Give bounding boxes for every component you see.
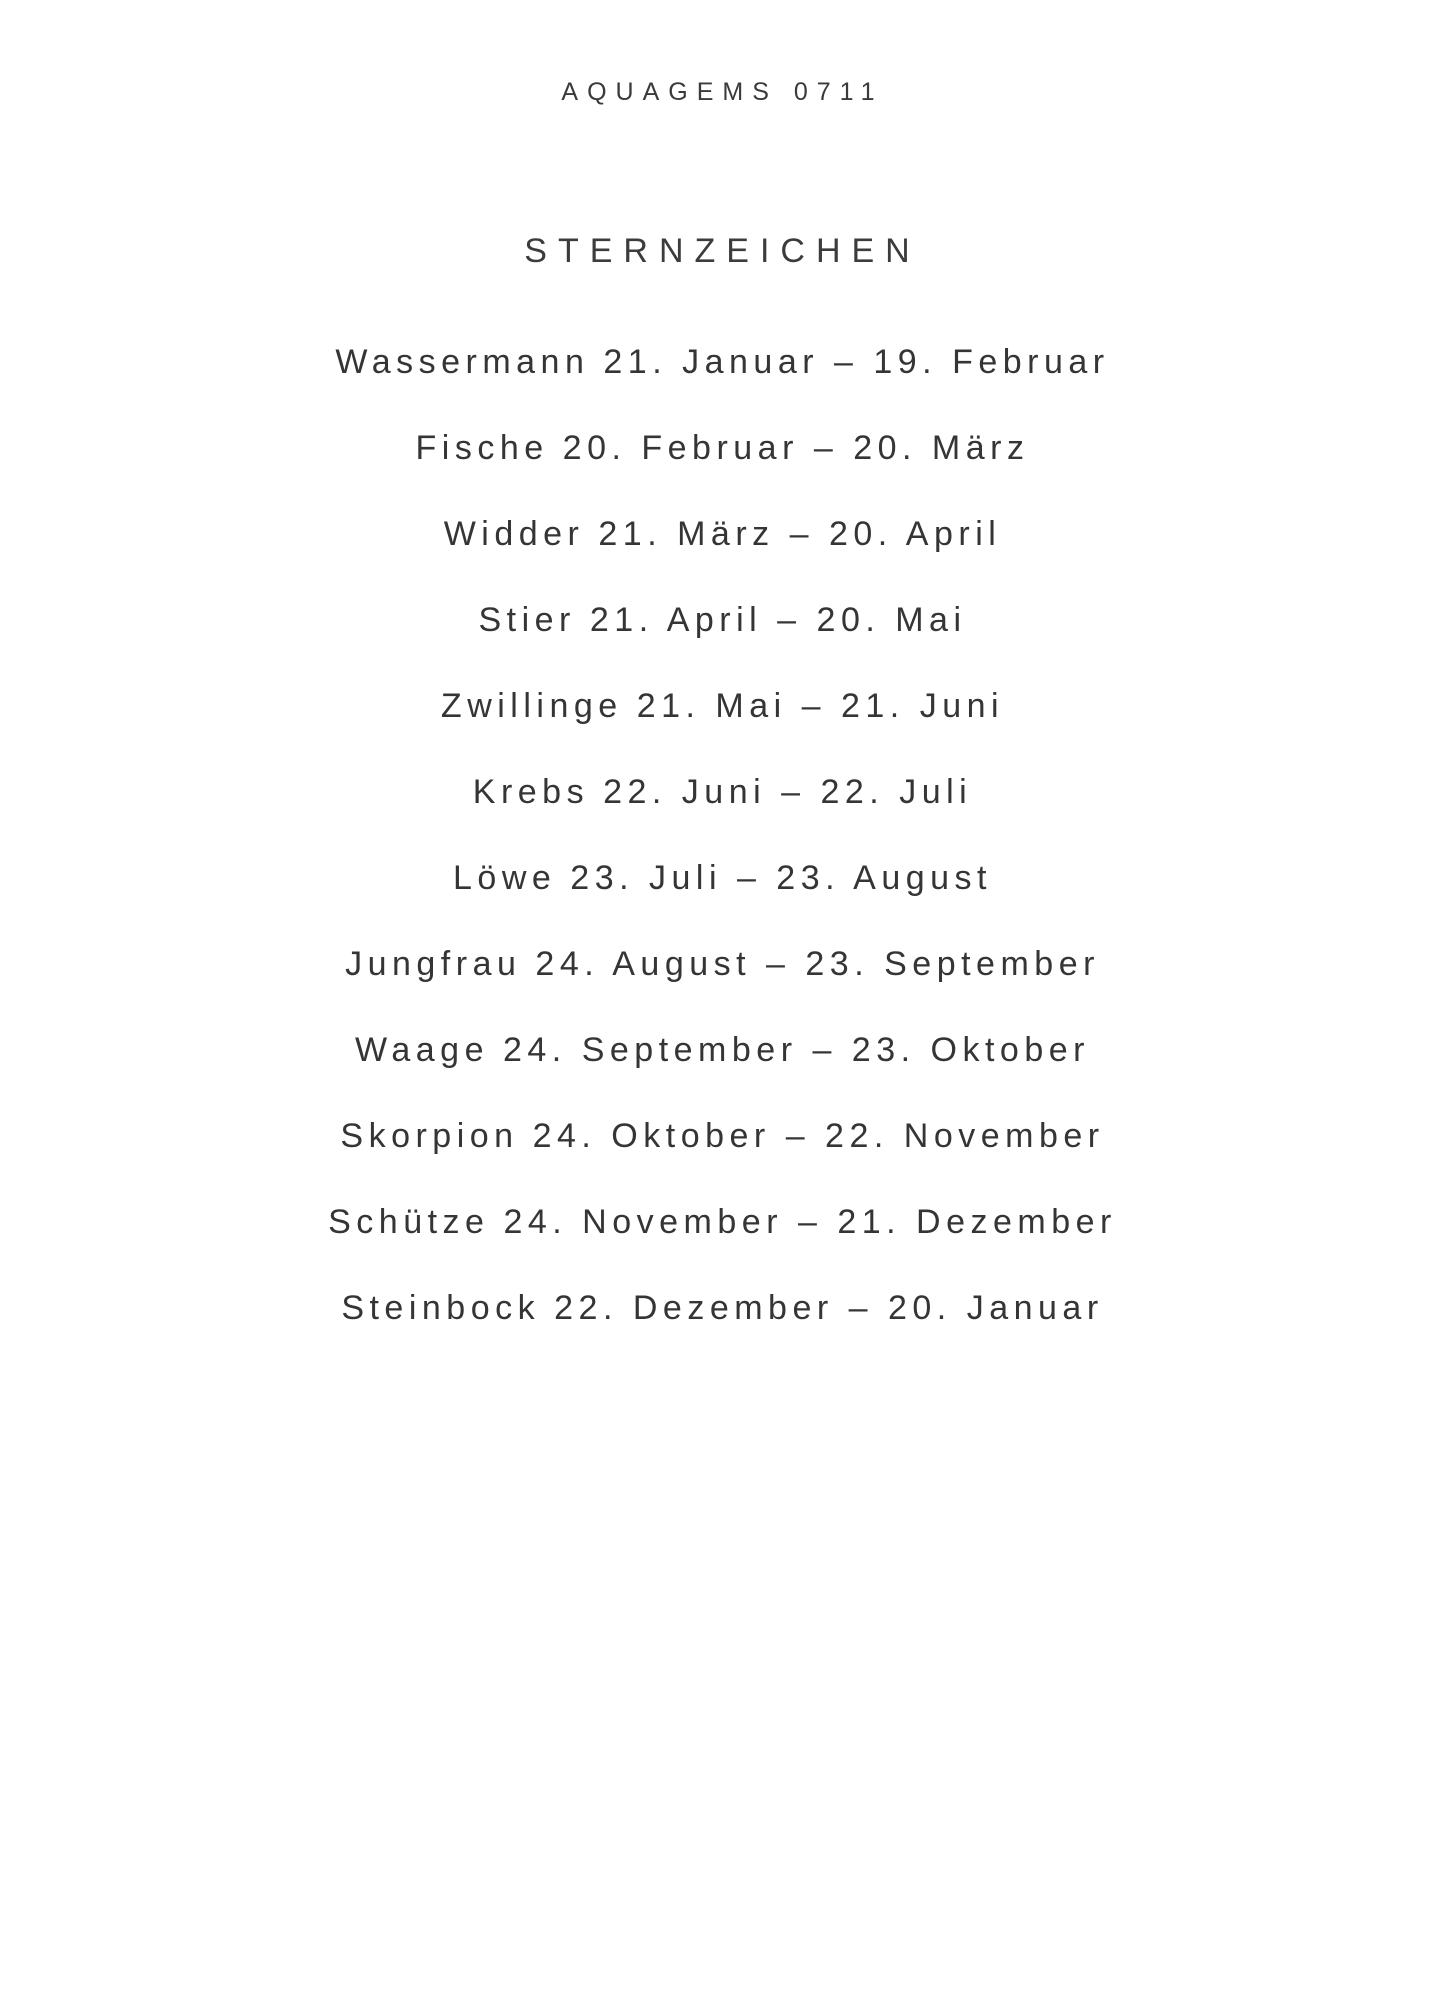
zodiac-sign-name: Stier	[478, 601, 576, 639]
zodiac-date-range: 24. November – 21. Dezember	[503, 1203, 1117, 1241]
list-item	[0, 491, 1445, 577]
zodiac-sign-name: Fische	[415, 429, 549, 467]
zodiac-date-range: 24. Oktober – 22. November	[532, 1117, 1105, 1155]
list-item	[0, 921, 1445, 1007]
zodiac-sign-name: Zwillinge	[440, 687, 623, 725]
zodiac-sign-name: Schütze	[328, 1203, 490, 1241]
zodiac-date-range: 24. September – 23. Oktober	[502, 1031, 1090, 1069]
zodiac-date-range: 21. Mai – 21. Juni	[636, 687, 1005, 725]
zodiac-date-range: 21. März – 20. April	[598, 515, 1002, 553]
list-item	[0, 1093, 1445, 1179]
zodiac-list	[0, 319, 1445, 1351]
zodiac-sign-name: Jungfrau	[345, 945, 522, 983]
page-title: STERNZEICHEN	[524, 232, 921, 270]
list-item	[0, 577, 1445, 663]
list-item	[0, 1265, 1445, 1351]
list-item	[0, 1179, 1445, 1265]
zodiac-sign-name: Krebs	[472, 773, 590, 811]
zodiac-date-range: 24. August – 23. September	[535, 945, 1100, 983]
zodiac-date-range: 23. Juli – 23. August	[570, 859, 992, 897]
zodiac-date-range: 22. Dezember – 20. Januar	[554, 1289, 1104, 1327]
list-item	[0, 1007, 1445, 1093]
zodiac-sign-name: Waage	[355, 1031, 489, 1069]
zodiac-sign-name: Steinbock	[341, 1289, 541, 1327]
document-page	[0, 78, 1445, 2005]
main-content	[0, 232, 1445, 1351]
zodiac-date-range: 21. April – 20. Mai	[589, 601, 967, 639]
list-item	[0, 749, 1445, 835]
list-item	[0, 835, 1445, 921]
list-item	[0, 405, 1445, 491]
zodiac-date-range: 21. Januar – 19. Februar	[603, 343, 1110, 381]
zodiac-date-range: 22. Juni – 22. Juli	[603, 773, 973, 811]
zodiac-sign-name: Löwe	[453, 859, 557, 897]
list-item	[0, 319, 1445, 405]
zodiac-sign-name: Wassermann	[335, 343, 590, 381]
zodiac-date-range: 20. Februar – 20. März	[562, 429, 1030, 467]
zodiac-sign-name: Widder	[443, 515, 585, 553]
list-item	[0, 663, 1445, 749]
zodiac-sign-name: Skorpion	[340, 1117, 519, 1155]
brand-title: AQUAGEMS 0711	[561, 78, 884, 106]
